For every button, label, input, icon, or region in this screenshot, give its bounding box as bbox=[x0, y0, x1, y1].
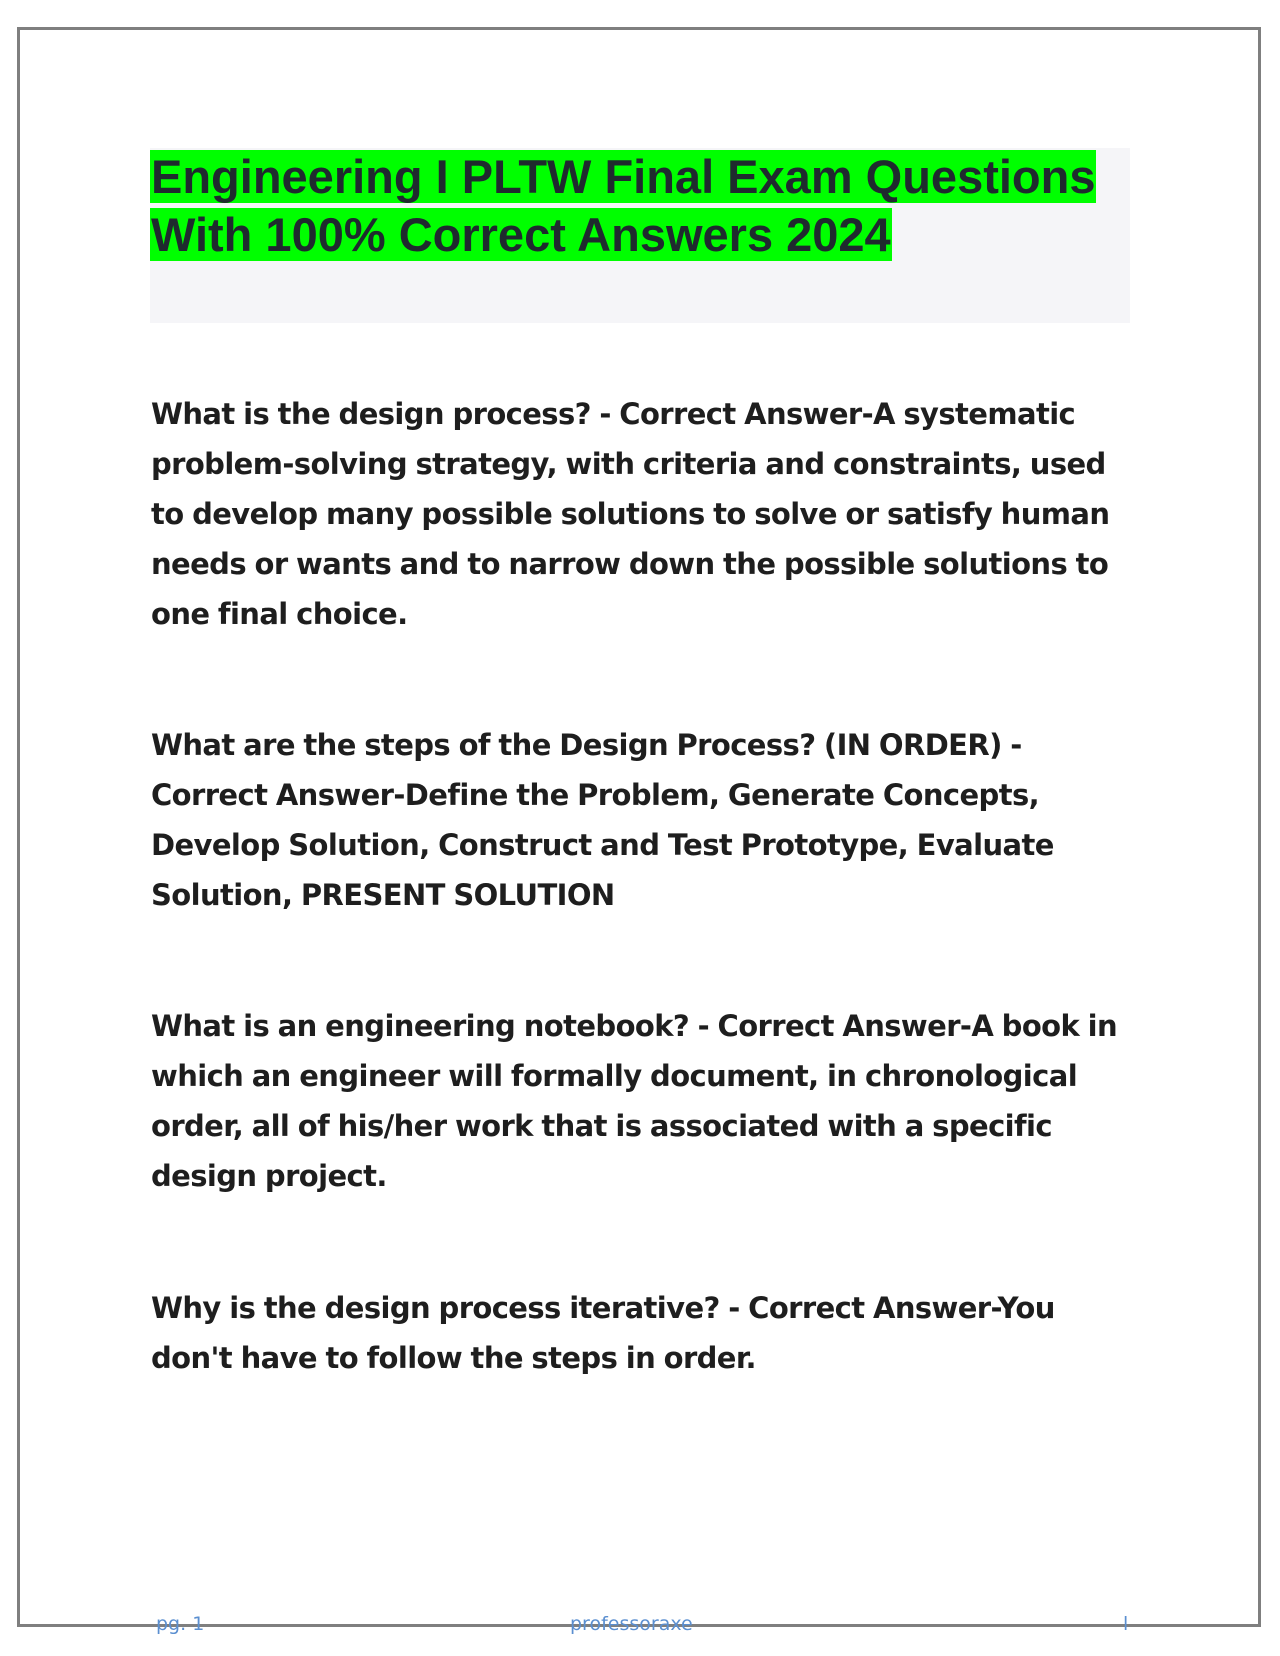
footer-author: professoraxe bbox=[570, 1613, 693, 1635]
qa-entry-design-process: What is the design process? - Correct Answer-A systematic problem-solving strategy, with criteria and constraints, used to develop many possible solutions to solve or satisfy human needs or wants and to narrow down the possible solutions to one final choice. bbox=[151, 397, 1110, 631]
document-title bbox=[150, 148, 1110, 264]
qa-entry-design-steps: What are the steps of the Design Process? (IN ORDER) - Correct Answer-Define the Problem, Generate Concepts, Develop Solution, Construct and Test Prototype, Evaluate Solution, PRESENT SOLUTION bbox=[151, 728, 1054, 912]
qa-entry-engineering-notebook: What is an engineering notebook? - Correct Answer-A book in which an engineer will formally document, in chronological order, all of his/her work that is associated with a specific design project. bbox=[151, 1009, 1118, 1193]
document-title-text: Engineering I PLTW Final Exam Questions With 100% Correct Answers 2024 bbox=[151, 150, 1096, 261]
footer-mark: l bbox=[1123, 1613, 1129, 1635]
footer-page-number: pg. 1 bbox=[156, 1613, 205, 1635]
title-block bbox=[150, 148, 1130, 323]
page-footer bbox=[0, 1613, 1280, 1641]
qa-entry-iterative: Why is the design process iterative? - Correct Answer-You don't have to follow the steps in order. bbox=[151, 1291, 1055, 1375]
